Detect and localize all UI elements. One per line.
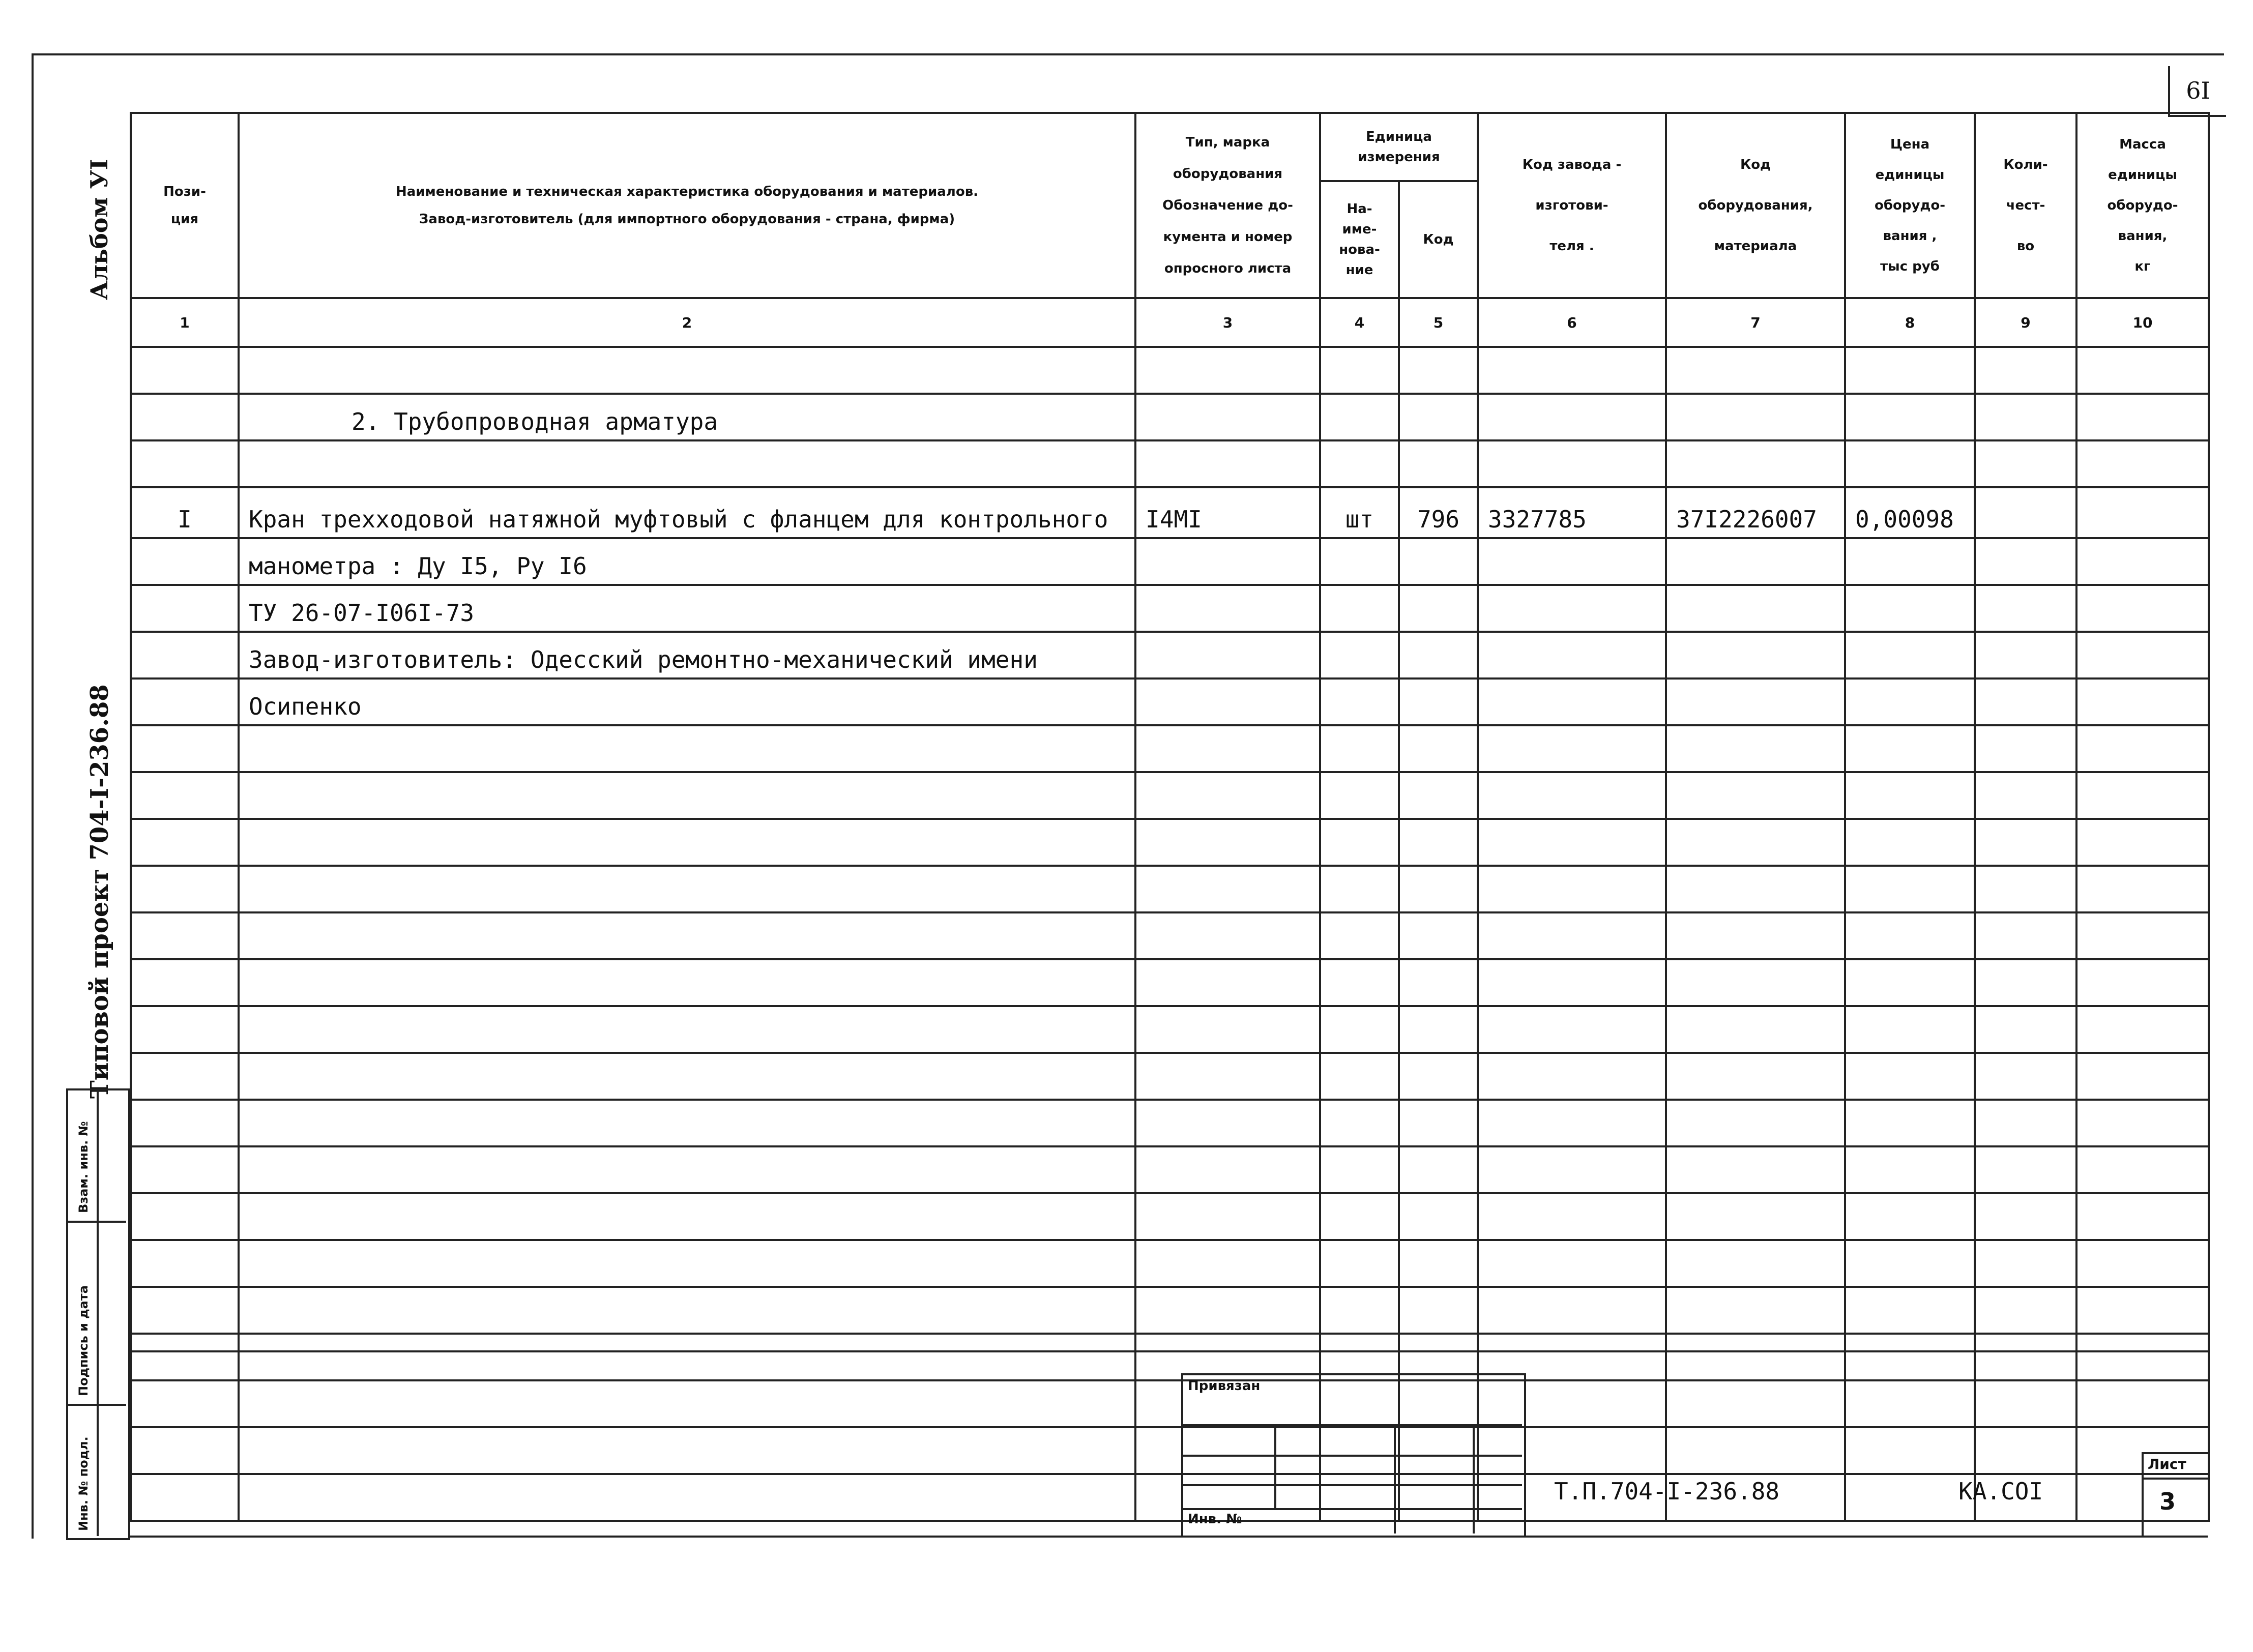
table-row <box>131 347 2209 394</box>
item-row-cont <box>131 585 2209 632</box>
stamp-divider <box>66 1404 126 1406</box>
sheet-number: 6I <box>2168 66 2226 117</box>
privyazan-vline <box>1394 1424 1396 1533</box>
item-name-line5: Осипенко <box>239 678 1135 725</box>
col-num: 7 <box>1666 298 1845 347</box>
stamp-signature-date: Подпись и дата <box>76 1285 91 1396</box>
stamp-inv-original: Инв. № подл. <box>76 1436 91 1531</box>
header-quantity: Коли- чест- во <box>1975 113 2076 298</box>
privyazan-vline <box>1274 1424 1276 1508</box>
privyazan-line <box>1181 1484 1522 1486</box>
table-row <box>131 1287 2209 1334</box>
header-name-line2: Завод-изготовитель (для импортного оборудования - страна, фирма) <box>419 212 955 227</box>
sheet-list-label: Лист <box>2148 1456 2186 1472</box>
item-type-mark: I4МI <box>1135 487 1320 538</box>
header-equipment-code: Код оборудования, материала <box>1666 113 1845 298</box>
table-row <box>131 959 2209 1006</box>
project-label: Типовой проект 704-I-236.88 <box>85 684 114 1099</box>
col-num: 4 <box>1320 298 1399 347</box>
privyazan-line <box>1181 1424 1522 1426</box>
stamp-inner-line <box>97 1088 99 1536</box>
section-title: 2. Трубопроводная арматура <box>239 394 1135 440</box>
document-code: Т.П.704-I-236.88 <box>1554 1478 1780 1505</box>
col-num: 2 <box>239 298 1135 347</box>
table-row <box>131 912 2209 959</box>
sheet-list-divider <box>2142 1478 2208 1480</box>
table-row <box>131 772 2209 819</box>
table-row <box>131 440 2209 487</box>
album-label: Альбом УI <box>85 159 113 300</box>
item-row-cont <box>131 538 2209 585</box>
header-mass: Масса единицы оборудо- вания, кг <box>2076 113 2209 298</box>
header-price: Цена единицы оборудо- вания , тыс руб <box>1845 113 1975 298</box>
col-num: 1 <box>131 298 239 347</box>
sheet-list-number: 3 <box>2159 1488 2176 1515</box>
header-unit-name: На- име- нова- ние <box>1320 181 1399 298</box>
frame-left-border <box>32 53 34 1539</box>
item-row-cont <box>131 678 2209 725</box>
table-row <box>131 1146 2209 1193</box>
item-price: 0,00098 <box>1845 487 1975 538</box>
col-num: 3 <box>1135 298 1320 347</box>
header-position: Пози- ция <box>131 113 239 298</box>
header-name <box>239 113 1135 298</box>
inv-number-label: Инв. № <box>1188 1512 1242 1527</box>
privyazan-line <box>1181 1455 1522 1457</box>
header-unit: Единица измерения <box>1320 113 1478 181</box>
item-name-line2: манометра : Ду I5, Ру I6 <box>239 538 1135 585</box>
header-factory-code: Код завода - изготови- теля . <box>1478 113 1666 298</box>
equipment-spec-table <box>130 112 2210 1522</box>
col-num: 8 <box>1845 298 1975 347</box>
title-block <box>130 1350 2208 1538</box>
table-row <box>131 725 2209 772</box>
privyazan-label: Привязан <box>1188 1378 1261 1394</box>
col-num: 10 <box>2076 298 2209 347</box>
table-row <box>131 819 2209 866</box>
table-row <box>131 1240 2209 1287</box>
section-row <box>131 394 2209 440</box>
header-unit-code: Код <box>1399 181 1478 298</box>
item-name-line1: Кран трехходовой натяжной муфтовый с фланцем для контрольного <box>239 487 1135 538</box>
header-row-top <box>131 113 2209 181</box>
stamp-divider <box>66 1221 126 1223</box>
table-row <box>131 1053 2209 1100</box>
table-row <box>131 1100 2209 1146</box>
item-position: I <box>131 487 239 538</box>
table-row <box>131 866 2209 912</box>
header-type-mark: Тип, марка оборудования Обозначение до- кумента и номер опросного листа <box>1135 113 1320 298</box>
col-num: 6 <box>1478 298 1666 347</box>
privyazan-line <box>1181 1508 1522 1510</box>
item-equipment-code: 37I2226007 <box>1666 487 1845 538</box>
item-name-line4: Завод-изготовитель: Одесский ремонтно-механический имени <box>239 632 1135 678</box>
col-num: 5 <box>1399 298 1478 347</box>
item-unit-name: шт <box>1320 487 1399 538</box>
header-name-line1: Наименование и техническая характеристика оборудования и материалов. <box>395 184 979 199</box>
item-unit-code: 796 <box>1399 487 1478 538</box>
privyazan-vline <box>1473 1424 1475 1533</box>
stamp-replace-inv: Взам. инв. № <box>76 1121 91 1213</box>
column-number-row <box>131 298 2209 347</box>
item-row-cont <box>131 632 2209 678</box>
table-row <box>131 1193 2209 1240</box>
item-row <box>131 487 2209 538</box>
col-num: 9 <box>1975 298 2076 347</box>
document-mark: КА.COI <box>1958 1478 2043 1505</box>
item-name-line3: ТУ 26-07-I06I-73 <box>239 585 1135 632</box>
item-factory-code: 3327785 <box>1478 487 1666 538</box>
table-row <box>131 1006 2209 1053</box>
frame-top-border <box>32 53 2224 55</box>
